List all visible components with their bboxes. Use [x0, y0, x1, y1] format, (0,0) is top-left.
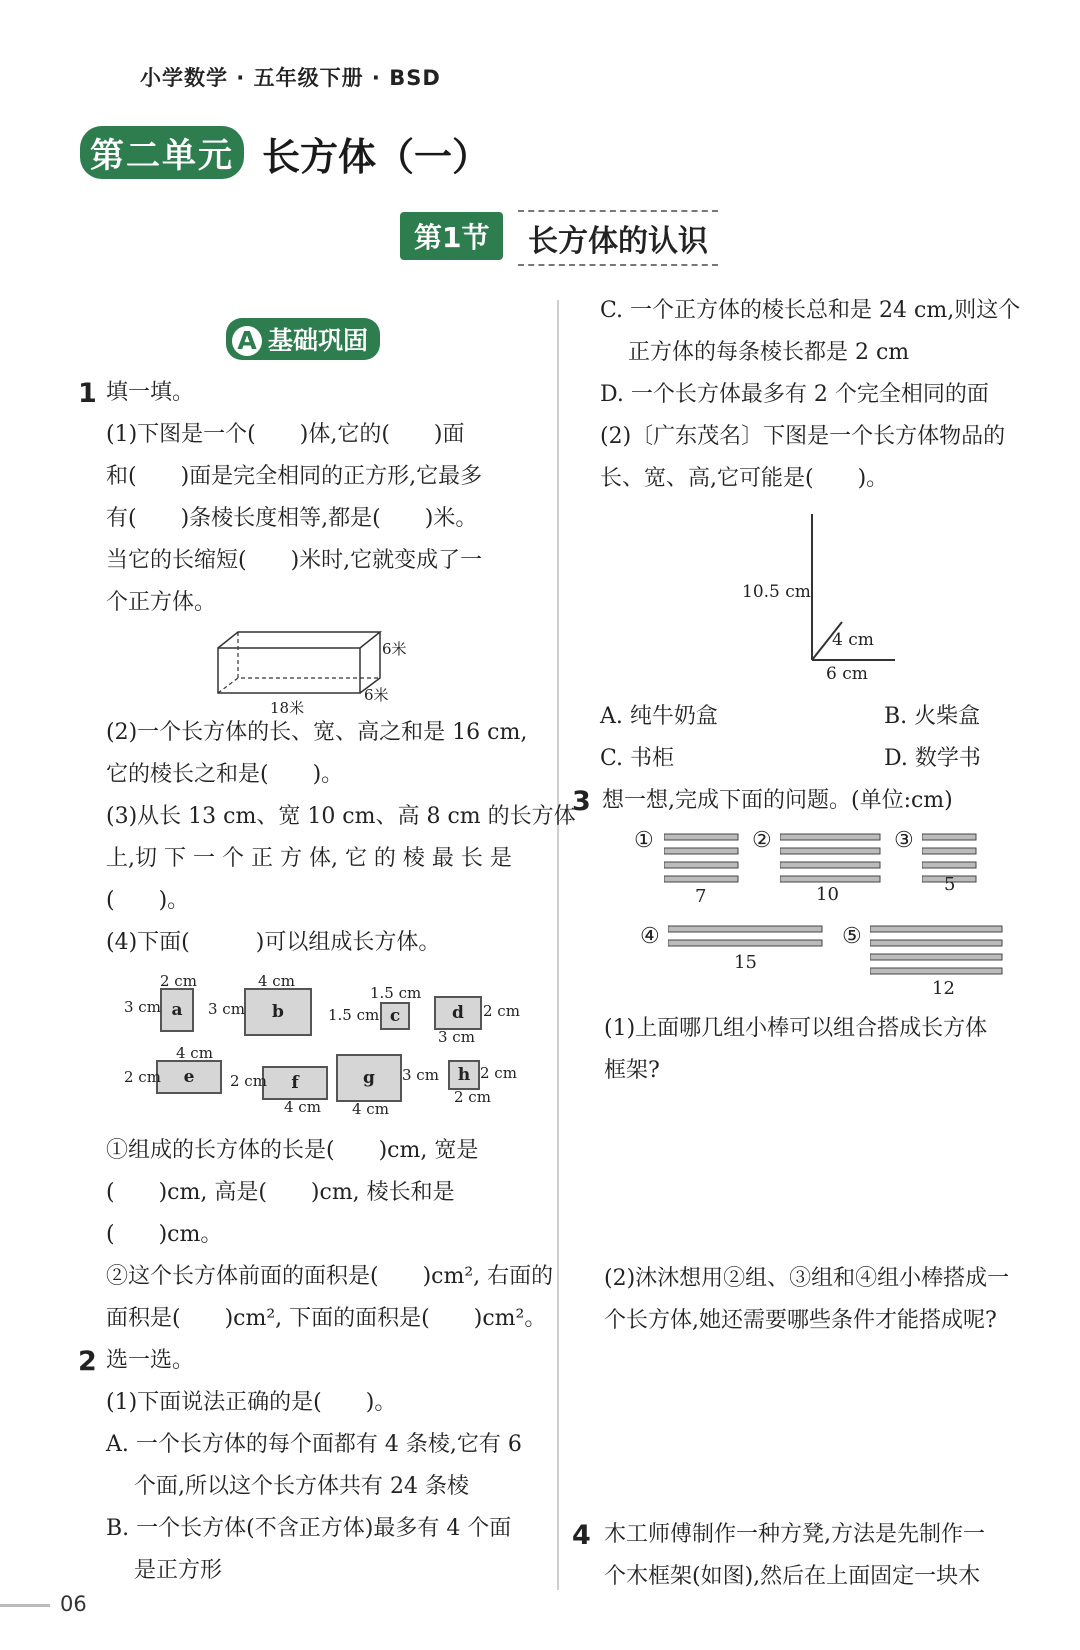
rect-c: c [380, 1002, 410, 1030]
rect-a-height: 3 cm [124, 998, 161, 1016]
book-header: 小学数学 · 五年级下册 · BSD [140, 66, 441, 90]
rect-b-width: 4 cm [258, 972, 295, 990]
group-2-length: 10 [816, 884, 839, 905]
q2-optC-line1: C. 一个正方体的棱长总和是 24 cm,则这个 [600, 298, 1021, 323]
fig-height-label: 10.5 cm [742, 582, 811, 602]
q2-number: 2 [78, 1346, 97, 1377]
choice-d: D. 数学书 [884, 746, 981, 771]
part-a-letter: A [232, 326, 262, 356]
rect-d-height: 2 cm [483, 1002, 520, 1020]
q2-optB-line1: B. 一个长方体(不含正方体)最多有 4 个面 [106, 1516, 512, 1541]
rect-c-height: 1.5 cm [328, 1006, 380, 1024]
q1-p1-line3: 有( )条棱长度相等,都是( )米。 [106, 506, 478, 531]
rect-d-width: 3 cm [438, 1028, 475, 1046]
rect-a-width: 2 cm [160, 972, 197, 990]
group-1-sticks [664, 832, 744, 888]
rect-c-width: 1.5 cm [370, 984, 422, 1002]
q1-p4b-line1: ②这个长方体前面的面积是( )cm², 右面的 [106, 1264, 554, 1289]
q4-line2: 个木框架(如图),然后在上面固定一块木 [604, 1564, 981, 1589]
q3-p2-line1: (2)沐沐想用②组、③组和④组小棒搭成一 [604, 1266, 1010, 1291]
q1-title: 填一填。 [106, 380, 195, 405]
q1-p1-line5: 个正方体。 [106, 590, 217, 615]
q2-p1: (1)下面说法正确的是( )。 [106, 1390, 397, 1415]
choice-a: A. 纯牛奶盒 [600, 704, 718, 729]
rect-b: b [244, 988, 312, 1036]
q1-p3-line3: ( )。 [106, 888, 190, 913]
q2-optA-line1: A. 一个长方体的每个面都有 4 条棱,它有 6 [106, 1432, 522, 1457]
rect-h: h [448, 1060, 480, 1090]
q2-optD: D. 一个长方体最多有 2 个完全相同的面 [600, 382, 989, 407]
rect-f-height: 2 cm [230, 1072, 267, 1090]
cuboid-height-label: 6米 [382, 640, 407, 658]
unit-badge: 第二单元 [80, 126, 244, 179]
q1-p4a-line1: ①组成的长方体的长是( )cm, 宽是 [106, 1138, 479, 1163]
rect-e: e [156, 1060, 222, 1094]
q2-title: 选一选。 [106, 1348, 195, 1373]
section-badge: 第1节 [400, 212, 503, 260]
q1-p4b-line2: 面积是( )cm², 下面的面积是( )cm²。 [106, 1306, 547, 1331]
q4-line1: 木工师傅制作一种方凳,方法是先制作一 [604, 1522, 985, 1547]
q2-p2-line2: 长、宽、高,它可能是( )。 [600, 466, 889, 491]
group-4-sticks [668, 924, 828, 950]
q1-p4a-line2: ( )cm, 高是( )cm, 棱长和是 [106, 1180, 455, 1205]
page-number: 06 [60, 1592, 87, 1616]
part-a-badge [226, 318, 380, 360]
rect-g: g [336, 1054, 402, 1102]
unit-title: 长方体（一） [262, 135, 491, 179]
q1-p4: (4)下面( )可以组成长方体。 [106, 930, 441, 955]
q3-number: 3 [572, 786, 591, 817]
q1-p2-line2: 它的棱长之和是( )。 [106, 762, 344, 787]
group-4-id: ④ [640, 924, 660, 949]
group-5-id: ⑤ [842, 924, 862, 949]
q2-optB-line2: 是正方形 [134, 1558, 223, 1583]
group-2-sticks [780, 832, 884, 888]
rect-b-height: 3 cm [208, 1000, 245, 1018]
rect-e-height: 2 cm [124, 1068, 161, 1086]
q3-p1-line1: (1)上面哪几组小棒可以组合搭成长方体 [604, 1016, 988, 1041]
rect-f: f [262, 1066, 328, 1100]
rect-a: a [160, 988, 194, 1032]
q1-p1-line1: (1)下图是一个( )体,它的( )面 [106, 422, 465, 447]
fig-width-label: 4 cm [832, 630, 874, 650]
group-3-id: ③ [894, 828, 914, 853]
column-divider [557, 300, 559, 1590]
section-title: 长方体的认识 [518, 210, 718, 266]
group-4-length: 15 [734, 952, 757, 973]
group-5-sticks [870, 924, 1006, 980]
group-1-length: 7 [695, 886, 707, 907]
rect-g-height: 3 cm [402, 1066, 439, 1084]
q1-p2-line1: (2)一个长方体的长、宽、高之和是 16 cm, [106, 720, 528, 745]
page-number-rule [0, 1604, 50, 1607]
rect-g-width: 4 cm [352, 1100, 389, 1118]
q2-optC-line2: 正方体的每条棱长都是 2 cm [628, 340, 910, 365]
q1-p4a-line3: ( )cm。 [106, 1222, 223, 1247]
q4-number: 4 [572, 1520, 591, 1551]
q1-p1-line4: 当它的长缩短( )米时,它就变成了一 [106, 548, 483, 573]
group-2-id: ② [752, 828, 772, 853]
rect-f-width: 4 cm [284, 1098, 321, 1116]
q2-p2-line1: (2)〔广东茂名〕下图是一个长方体物品的 [600, 424, 1006, 449]
q1-number: 1 [78, 378, 97, 409]
q3-p1-line2: 框架? [604, 1058, 660, 1083]
group-1-id: ① [634, 828, 654, 853]
q1-p1-line2: 和( )面是完全相同的正方形,它最多 [106, 464, 483, 489]
choice-c: C. 书柜 [600, 746, 675, 771]
cuboid-width-label: 6米 [364, 686, 389, 704]
cuboid-length-label: 18米 [270, 699, 305, 717]
rect-h-height: 2 cm [480, 1064, 517, 1082]
part-a-label: 基础巩固 [268, 326, 369, 355]
group-5-length: 12 [932, 978, 955, 999]
q3-title: 想一想,完成下面的问题。(单位:cm) [602, 788, 953, 813]
q3-p2-line2: 个长方体,她还需要哪些条件才能搭成呢? [604, 1308, 997, 1333]
rect-e-width: 4 cm [176, 1044, 213, 1062]
q1-p3-line1: (3)从长 13 cm、宽 10 cm、高 8 cm 的长方体 [106, 804, 576, 829]
choice-b: B. 火柴盒 [884, 704, 981, 729]
rect-h-width: 2 cm [454, 1088, 491, 1106]
rect-d: d [434, 996, 482, 1030]
q1-p3-line2: 上,切 下 一 个 正 方 体, 它 的 棱 最 长 是 [106, 846, 512, 871]
q2-optA-line2: 个面,所以这个长方体共有 24 条棱 [134, 1474, 469, 1499]
group-3-length: 5 [944, 874, 956, 895]
fig-length-label: 6 cm [826, 664, 868, 684]
